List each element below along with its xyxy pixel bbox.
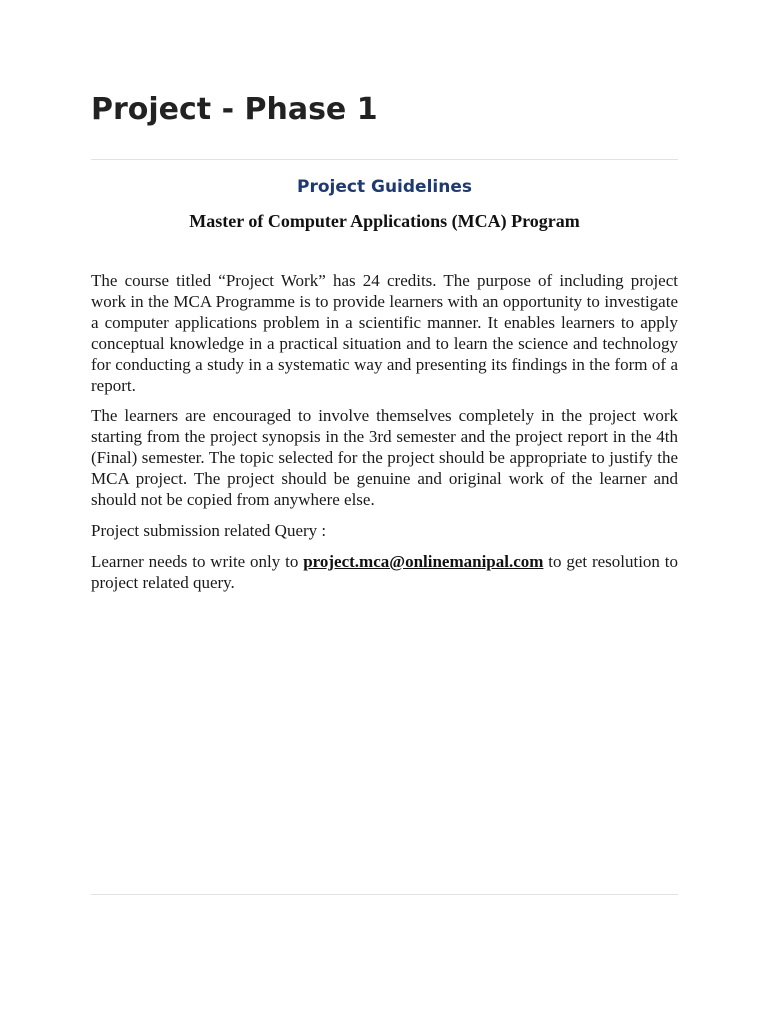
program-heading: Master of Computer Applications (MCA) Program xyxy=(189,211,580,231)
bottom-divider xyxy=(91,894,678,895)
top-divider xyxy=(91,159,678,160)
query-note xyxy=(91,551,678,593)
intro-paragraph: The course titled “Project Work” has 24 credits. The purpose of including project work in the MCA Programme is to provide learners with an opportunity to investigate a computer applications problem in a scientific manner. It enables learners to apply conceptual knowledge in a practical situation and to learn the science and technology for conducting a study in a systematic way and presenting its findings in the form of a report. xyxy=(91,271,678,395)
email-link[interactable]: project.mca@onlinemanipal.com xyxy=(303,552,544,571)
learners-paragraph: The learners are encouraged to involve themselves completely in the project work starting from the project synopsis in the 3rd semester and the project report in the 4th (Final) semester. The topic selected for the project should be appropriate to justify the MCA project. The project should be genuine and original work of the learner and should not be copied from anywhere else. xyxy=(91,406,678,509)
query-note-before: Learner needs to write only to xyxy=(91,552,304,571)
page-title: Project - Phase 1 xyxy=(91,92,378,127)
guidelines-heading: Project Guidelines xyxy=(297,177,472,197)
query-note-after: to get resolution to project related query. xyxy=(91,552,678,592)
query-heading: Project submission related Query : xyxy=(91,521,327,540)
